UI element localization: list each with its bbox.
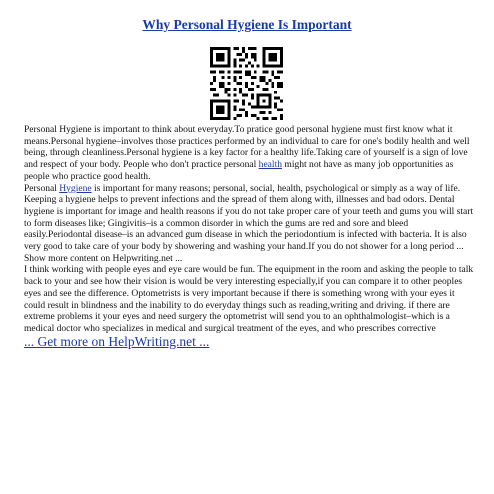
paragraph-2-text-start: Personal	[24, 182, 60, 194]
document-body	[24, 124, 476, 335]
paragraph-2-text-end: is important for many reasons; personal, social, health, psychological or simply as a way of life. Keeping a hygiene helps to prevent infections and the spread of them along with, illnesses and bad odors. Dental hygiene is important for image and health reasons if you do not take proper care of your teeth and gums you will start to form diseases like; Gingivitis–is a common disorder in which the gums are red and sore and bleed easily.Periodontal disease–is an advanced gum disease in which the periodontium is infected with bacteria. It is also very good to take care of your body by showering and washing your hand.If you do not shower for a long period ... Show more content on Helpwriting.net ...	[24, 182, 474, 264]
paragraph-1-text-end: might not have as many job opportunities as people who practice good health.	[24, 159, 454, 182]
get-more-link[interactable]: ... Get more on HelpWriting.net ...	[24, 334, 210, 349]
paragraph-2	[24, 183, 476, 265]
hygiene-link[interactable]: Hygiene	[59, 182, 92, 194]
health-link[interactable]: health	[258, 159, 282, 171]
paragraph-3: I think working with people eyes and eye care would be fun. The equipment in the room and asking the people to talk back to your and see how their vision is would be very interesting especially,if you can compare it to other peoples eyes and see the difference. Optometrists is very important because if there is something wrong with your eyes it could result in blindness and the inability to do everyday things such as reading,writing and driving. if there are extreme problems it your eyes and need surgery the optometrist will send you to an ophthalmologist–which is a medical doctor who specializes in medical and surgical treatment of the eyes, and who prescribes corrective	[24, 264, 474, 334]
document-title[interactable]: Why Personal Hygiene Is Important	[142, 17, 352, 32]
qr-code-icon	[210, 47, 283, 120]
paragraph-1-text-start: Personal Hygiene is important to think about everyday.To pratice good personal hygiene must first know what it means.Personal hygiene–involves those practices performed by an individual to care for one's bodily health and well being, through cleanliness.Personal hygiene is a key factor for a healthy life.Taking care of yourself is a sign of love and respect of your body. People who don't practice personal	[24, 124, 470, 171]
paragraph-1	[24, 124, 476, 183]
